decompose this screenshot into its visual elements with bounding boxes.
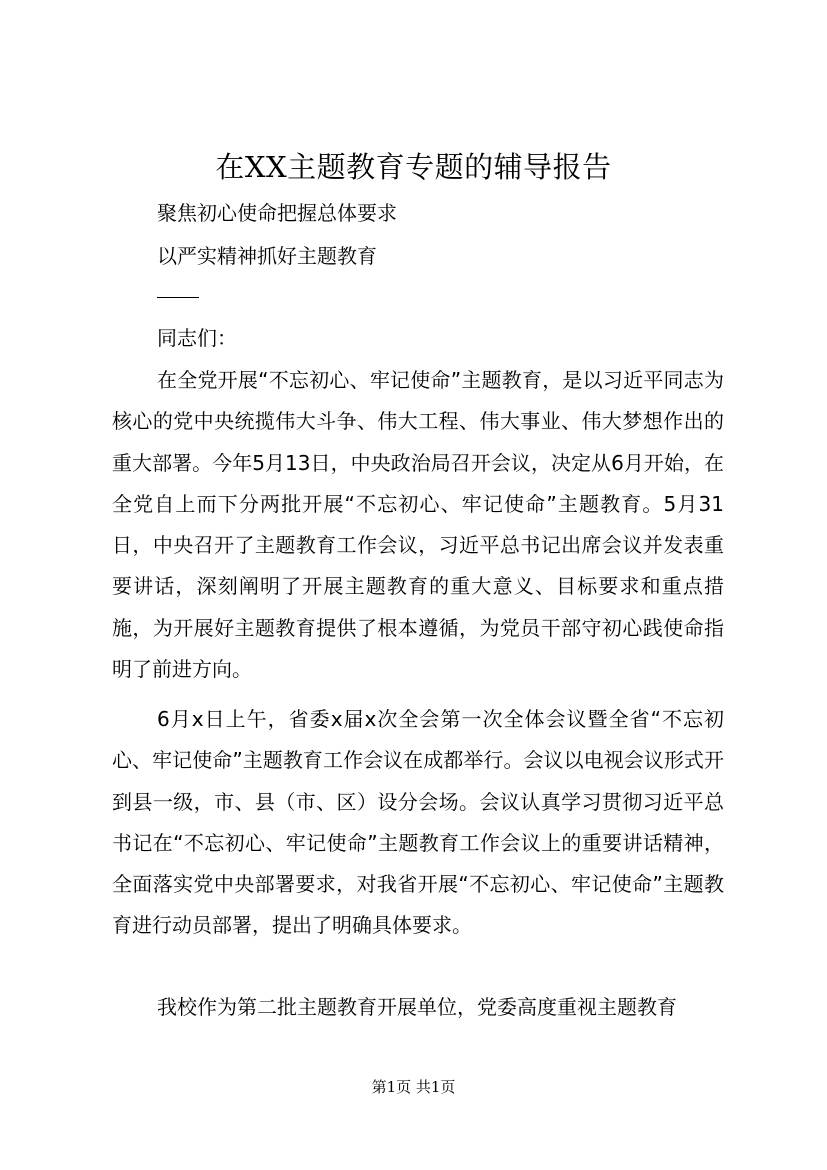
paragraph-3: 我校作为第二批主题教育开展单位，党委高度重视主题教育: [157, 995, 677, 1019]
subtitle-2: 以严实精神抓好主题教育: [157, 244, 377, 268]
document-title: 在XX主题教育专题的辅导报告: [215, 150, 612, 184]
greeting: 同志们：: [157, 326, 237, 350]
subtitle-1: 聚焦初心使命把握总体要求: [157, 201, 397, 225]
dash-separator: [157, 297, 199, 298]
page-footer: 第1页 共1页: [371, 1078, 456, 1096]
paragraph-1: 在全党开展“不忘初心、牢记使命”主题教育，是以习近平同志为核心的党中央统揽伟大斗争、伟大工程、伟大事业、伟大梦想作出的重大部署。今年5月13日，中央政治局召开会议，决定从6月开始，在全党自上而下分两批开展“不忘初心、牢记使命”主题教育。5月31日，中央召开了主题教育工作会议，习近平总书记出席会议并发表重要讲话，深刻阐明了开展主题教育的重大意义、目标要求和重点措施，为开展好主题教育提供了根本遵循，为党员干部守初心践使命指明了前进方向。: [112, 368, 724, 682]
paragraph-2: 6月x日上午，省委x届x次全会第一次全体会议暨全省“不忘初心、牢记使命”主题教育工作会议在成都举行。会议以电视会议形式开到县一级，市、县（市、区）设分会场。会议认真学习贯彻习近平总书记在“不忘初心、牢记使命”主题教育工作会议上的重要讲话精神，全面落实党中央部署要求，对我省开展“不忘初心、牢记使命”主题教育进行动员部署，提出了明确具体要求。: [112, 707, 724, 938]
